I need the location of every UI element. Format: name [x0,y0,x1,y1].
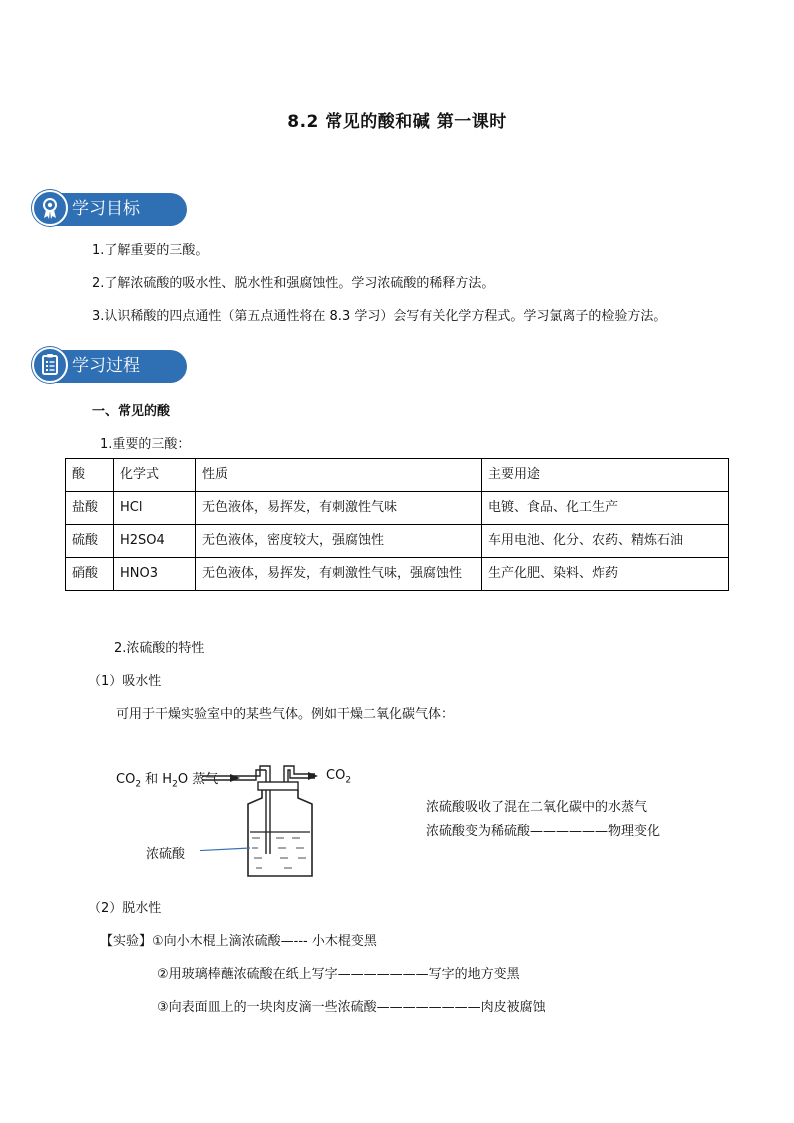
table-cell: 电镀、食品、化工生产 [482,492,729,525]
table-cell: 盐酸 [66,492,114,525]
table-cell: HNO3 [114,558,196,591]
experiment-item: ③向表面皿上的一块肉皮滴一些浓硫酸————————肉皮被腐蚀 [157,1000,546,1015]
experiment-item: 【实验】①向小木棍上滴浓硫酸—--- 小木棍变黑 [100,934,377,949]
acid-table [65,458,729,591]
page-title: 8.2 常见的酸和碱 第一课时 [287,112,507,132]
table-row [66,525,729,558]
section-header-objectives [32,190,187,226]
gas-washing-bottle-diagram [200,758,340,888]
inlet-label: $CO_2$ 和 $H_2O$ 蒸气 [116,772,219,790]
table-cell: 车用电池、化分、农药、精炼石油 [482,525,729,558]
experiment-item: ②用玻璃棒蘸浓硫酸在纸上写字———————写字的地方变黑 [157,967,520,982]
subheading-sulfuric-properties: 2.浓硫酸的特性 [114,641,205,656]
diagram-note: 浓硫酸变为稀硫酸——————物理变化 [426,824,661,839]
checklist-icon [32,347,68,383]
liquid-label: 浓硫酸 [146,847,186,862]
table-header-cell: 主要用途 [482,459,729,492]
outlet-label: $CO_2$ [326,768,352,786]
table-cell: H2SO4 [114,525,196,558]
objective-item: 3.认识稀酸的四点通性（第五点通性将在 8.3 学习）会写有关化学方程式。学习氯离子的检验方法。 [92,309,667,324]
property-title-dehydrate: （2）脱水性 [88,901,162,916]
heading-common-acids: 一、常见的酸 [92,404,171,419]
table-row [66,492,729,525]
section-label: 学习目标 [50,193,187,226]
diagram-note: 浓硫酸吸收了混在二氧化碳中的水蒸气 [426,800,648,815]
table-cell: 硫酸 [66,525,114,558]
award-ribbon-icon [32,190,68,226]
section-label: 学习过程 [50,350,187,383]
table-cell: 无色液体，密度较大，强腐蚀性 [196,525,482,558]
objective-item: 1.了解重要的三酸。 [92,243,209,258]
property-title-absorb: （1）吸水性 [88,674,162,689]
table-row [66,558,729,591]
table-cell: 硝酸 [66,558,114,591]
subheading-three-acids: 1.重要的三酸： [100,437,191,452]
section-header-process [32,347,187,383]
table-header-row [66,459,729,492]
table-cell: 无色液体，易挥发，有刺激性气味，强腐蚀性 [196,558,482,591]
objective-item: 2.了解浓硫酸的吸水性、脱水性和强腐蚀性。学习浓硫酸的稀释方法。 [92,276,495,291]
table-header-cell: 化学式 [114,459,196,492]
table-cell: 生产化肥、染料、炸药 [482,558,729,591]
table-header-cell: 性质 [196,459,482,492]
table-cell: HCl [114,492,196,525]
table-header-cell: 酸 [66,459,114,492]
table-cell: 无色液体，易挥发，有刺激性气味 [196,492,482,525]
property-text-absorb: 可用于干燥实验室中的某些气体。例如干燥二氧化碳气体： [116,707,455,722]
